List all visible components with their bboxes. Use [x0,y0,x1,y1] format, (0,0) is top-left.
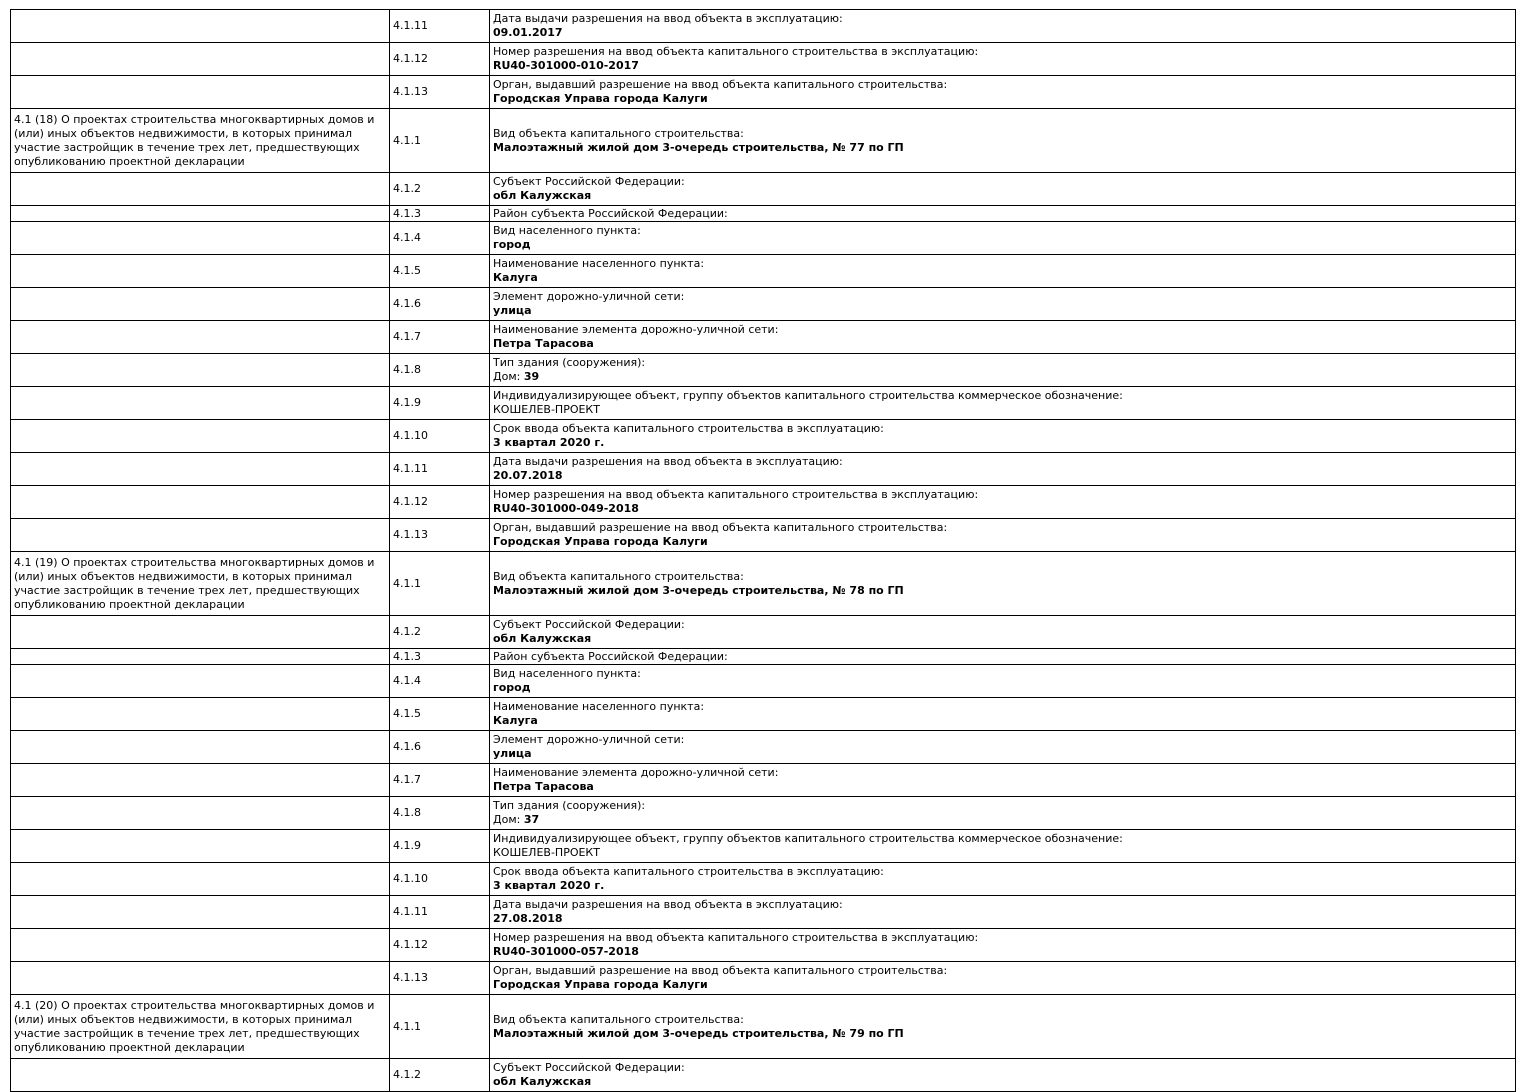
section-description [11,731,390,764]
row-code: 4.1.11 [390,896,490,929]
field-cell [490,698,1516,731]
table-row [11,995,1516,1059]
field-value [493,1075,1512,1089]
section-description [11,1059,390,1092]
row-code: 4.1.2 [390,616,490,649]
row-code: 4.1.5 [390,255,490,288]
section-description [11,255,390,288]
section-description [11,764,390,797]
table-row [11,43,1516,76]
field-value-text: Малоэтажный жилой дом 3-очередь строительства, № 78 по ГП [493,583,904,597]
field-value-text: КОШЕЛЕВ-ПРОЕКТ [493,846,600,859]
row-code: 4.1.13 [390,962,490,995]
table-row [11,173,1516,206]
section-description [11,519,390,552]
row-code: 4.1.13 [390,76,490,109]
field-cell [490,1059,1516,1092]
field-value [493,502,1512,516]
field-label: Наименование населенного пункта: [493,257,705,270]
table-row [11,830,1516,863]
field-value-text: 20.07.2018 [493,469,563,482]
section-description [11,830,390,863]
section-description [11,76,390,109]
row-code: 4.1.4 [390,222,490,255]
field-label: Район субъекта Российской Федерации: [493,649,728,663]
field-value [493,469,1512,483]
field-value-text: 37 [523,813,540,826]
table-row [11,255,1516,288]
section-description [11,863,390,896]
table-row [11,354,1516,387]
field-value [493,436,1512,450]
field-cell [490,929,1516,962]
field-value-text: 39 [523,370,540,383]
row-code: 4.1.11 [390,453,490,486]
field-cell [490,830,1516,863]
field-cell [490,387,1516,420]
field-cell [490,255,1516,288]
field-cell [490,552,1516,616]
table-row [11,486,1516,519]
field-cell [490,962,1516,995]
field-label: Наименование элемента дорожно-уличной сети: [493,323,779,336]
field-cell [490,420,1516,453]
field-cell [490,109,1516,173]
table-row [11,321,1516,354]
table-row [11,552,1516,616]
section-description [11,10,390,43]
field-value-text: 09.01.2017 [493,26,563,39]
section-description: 4.1 (20) О проектах строительства многоквартирных домов и (или) иных объектов недвижимости, в которых принимал участие застройщик в течение трех лет, предшествующих опубликованию проектной декларации [11,995,390,1059]
row-code: 4.1.5 [390,698,490,731]
row-code: 4.1.2 [390,173,490,206]
field-label: Индивидуализирующее объект, группу объектов капитального строительства коммерческое обозначение: [493,832,1123,845]
field-cell [490,354,1516,387]
field-cell [490,731,1516,764]
field-cell [490,288,1516,321]
table-row [11,453,1516,486]
section-description [11,354,390,387]
row-code: 4.1.11 [390,10,490,43]
section-description [11,453,390,486]
table-row [11,288,1516,321]
field-cell [490,896,1516,929]
field-label: Орган, выдавший разрешение на ввод объекта капитального строительства: [493,964,948,977]
section-description [11,43,390,76]
table-row [11,420,1516,453]
field-value [493,59,1512,73]
table-row [11,649,1516,665]
field-label: Индивидуализирующее объект, группу объектов капитального строительства коммерческое обозначение: [493,389,1123,402]
row-code: 4.1.12 [390,486,490,519]
field-value [493,780,1512,794]
field-label: Срок ввода объекта капитального строительства в эксплуатацию: [493,422,884,435]
field-cell [490,486,1516,519]
field-label: Дата выдачи разрешения на ввод объекта в эксплуатацию: [493,12,843,25]
field-cell [490,321,1516,354]
field-label: Орган, выдавший разрешение на ввод объекта капитального строительства: [493,78,948,91]
field-value-text: Городская Управа города Калуги [493,978,708,991]
table-row [11,797,1516,830]
field-value [493,632,1512,646]
field-value-text: обл Калужская [493,1075,592,1088]
row-code: 4.1.7 [390,764,490,797]
table-row [11,387,1516,420]
field-value [493,26,1512,40]
row-code: 4.1.6 [390,288,490,321]
field-label: Номер разрешения на ввод объекта капитального строительства в эксплуатацию: [493,45,979,58]
field-label: Номер разрешения на ввод объекта капитального строительства в эксплуатацию: [493,488,979,501]
table-row [11,109,1516,173]
field-label: Вид объекта капитального строительства: [493,569,744,583]
row-code: 4.1.8 [390,354,490,387]
row-code: 4.1.9 [390,830,490,863]
field-value [493,584,1512,598]
field-value-text: 3 квартал 2020 г. [493,436,605,449]
field-value [493,747,1512,761]
row-code: 4.1.1 [390,552,490,616]
field-value-text: RU40-301000-010-2017 [493,59,639,72]
field-value-text: Городская Управа города Калуги [493,92,708,105]
field-value [493,813,1512,827]
row-code: 4.1.1 [390,109,490,173]
row-code: 4.1.4 [390,665,490,698]
section-description [11,222,390,255]
field-value [493,304,1512,318]
row-code: 4.1.12 [390,929,490,962]
section-description [11,665,390,698]
section-description [11,420,390,453]
section-description [11,896,390,929]
section-description: 4.1 (19) О проектах строительства многоквартирных домов и (или) иных объектов недвижимости, в которых принимал участие застройщик в течение трех лет, предшествующих опубликованию проектной декларации [11,552,390,616]
row-code: 4.1.12 [390,43,490,76]
field-value [493,1027,1512,1041]
field-value-text: Петра Тарасова [493,337,594,350]
section-description [11,962,390,995]
section-description [11,173,390,206]
table-row [11,896,1516,929]
field-value-text: Малоэтажный жилой дом 3-очередь строительства, № 79 по ГП [493,1026,904,1040]
field-cell [490,43,1516,76]
table-row [11,519,1516,552]
table-body [11,10,1516,1092]
field-value-text: RU40-301000-057-2018 [493,945,639,958]
row-code: 4.1.2 [390,1059,490,1092]
row-code: 4.1.9 [390,387,490,420]
field-value-text: улица [493,747,532,760]
field-cell [490,665,1516,698]
project-declaration-table [10,9,1516,1092]
field-value-text: обл Калужская [493,632,592,645]
section-description [11,486,390,519]
field-value [493,141,1512,155]
field-label: Орган, выдавший разрешение на ввод объекта капитального строительства: [493,521,948,534]
table-row [11,76,1516,109]
row-code: 4.1.3 [390,649,490,665]
field-cell [490,222,1516,255]
field-cell [490,519,1516,552]
field-value [493,681,1512,695]
field-label: Тип здания (сооружения): [493,799,646,812]
field-cell [490,764,1516,797]
row-code: 4.1.10 [390,420,490,453]
table-row [11,222,1516,255]
field-label: Срок ввода объекта капитального строительства в эксплуатацию: [493,865,884,878]
row-code: 4.1.10 [390,863,490,896]
field-value [493,189,1512,203]
field-value-text: обл Калужская [493,189,592,202]
field-cell [490,797,1516,830]
row-code: 4.1.6 [390,731,490,764]
row-code: 4.1.1 [390,995,490,1059]
field-value [493,238,1512,252]
table-row [11,962,1516,995]
field-label: Элемент дорожно-уличной сети: [493,733,685,746]
field-value [493,912,1512,926]
field-value [493,271,1512,285]
table-row [11,731,1516,764]
section-description [11,288,390,321]
table-row [11,929,1516,962]
table-row [11,863,1516,896]
section-description [11,387,390,420]
field-value-prefix: Дом: [493,370,524,383]
field-label: Наименование элемента дорожно-уличной сети: [493,766,779,779]
field-value-text: город [493,238,531,251]
row-code: 4.1.3 [390,206,490,222]
field-label: Номер разрешения на ввод объекта капитального строительства в эксплуатацию: [493,931,979,944]
section-description [11,698,390,731]
field-cell [490,649,1516,665]
field-value [493,978,1512,992]
field-cell [490,76,1516,109]
field-cell [490,206,1516,222]
section-description [11,321,390,354]
field-value [493,714,1512,728]
section-description [11,649,390,665]
field-label: Дата выдачи разрешения на ввод объекта в эксплуатацию: [493,898,843,911]
field-value [493,945,1512,959]
row-code: 4.1.7 [390,321,490,354]
section-description: 4.1 (18) О проектах строительства многоквартирных домов и (или) иных объектов недвижимости, в которых принимал участие застройщик в течение трех лет, предшествующих опубликованию проектной декларации [11,109,390,173]
field-cell [490,173,1516,206]
field-label: Дата выдачи разрешения на ввод объекта в эксплуатацию: [493,455,843,468]
field-label: Субъект Российской Федерации: [493,618,685,631]
field-value [493,846,1512,860]
field-value-text: Петра Тарасова [493,780,594,793]
field-value-text: Калуга [493,714,538,727]
field-label: Элемент дорожно-уличной сети: [493,290,685,303]
table-row [11,10,1516,43]
field-label: Наименование населенного пункта: [493,700,705,713]
section-description [11,797,390,830]
field-value [493,337,1512,351]
field-label: Район субъекта Российской Федерации: [493,206,728,220]
field-label: Вид населенного пункта: [493,667,641,680]
field-value-text: 3 квартал 2020 г. [493,879,605,892]
field-label: Субъект Российской Федерации: [493,1061,685,1074]
table-row [11,616,1516,649]
field-value-text: RU40-301000-049-2018 [493,502,639,515]
section-description [11,206,390,222]
field-value-text: Калуга [493,271,538,284]
field-cell [490,995,1516,1059]
field-value [493,535,1512,549]
table-row [11,665,1516,698]
field-value-text: улица [493,304,532,317]
table-row [11,1059,1516,1092]
field-label: Тип здания (сооружения): [493,356,646,369]
field-value [493,370,1512,384]
field-cell [490,10,1516,43]
field-value-text: город [493,681,531,694]
document-page [10,9,1516,1092]
field-cell [490,453,1516,486]
field-value-text: КОШЕЛЕВ-ПРОЕКТ [493,403,600,416]
field-value [493,403,1512,417]
field-value [493,879,1512,893]
field-value-text: Малоэтажный жилой дом 3-очередь строительства, № 77 по ГП [493,140,904,154]
field-cell [490,616,1516,649]
field-label: Субъект Российской Федерации: [493,175,685,188]
field-value [493,92,1512,106]
row-code: 4.1.13 [390,519,490,552]
field-cell [490,863,1516,896]
field-value-prefix: Дом: [493,813,524,826]
section-description [11,929,390,962]
field-value-text: 27.08.2018 [493,912,563,925]
field-label: Вид населенного пункта: [493,224,641,237]
field-label: Вид объекта капитального строительства: [493,126,744,140]
field-label: Вид объекта капитального строительства: [493,1012,744,1026]
section-description [11,616,390,649]
field-value-text: Городская Управа города Калуги [493,535,708,548]
table-row [11,206,1516,222]
table-row [11,698,1516,731]
table-row [11,764,1516,797]
row-code: 4.1.8 [390,797,490,830]
